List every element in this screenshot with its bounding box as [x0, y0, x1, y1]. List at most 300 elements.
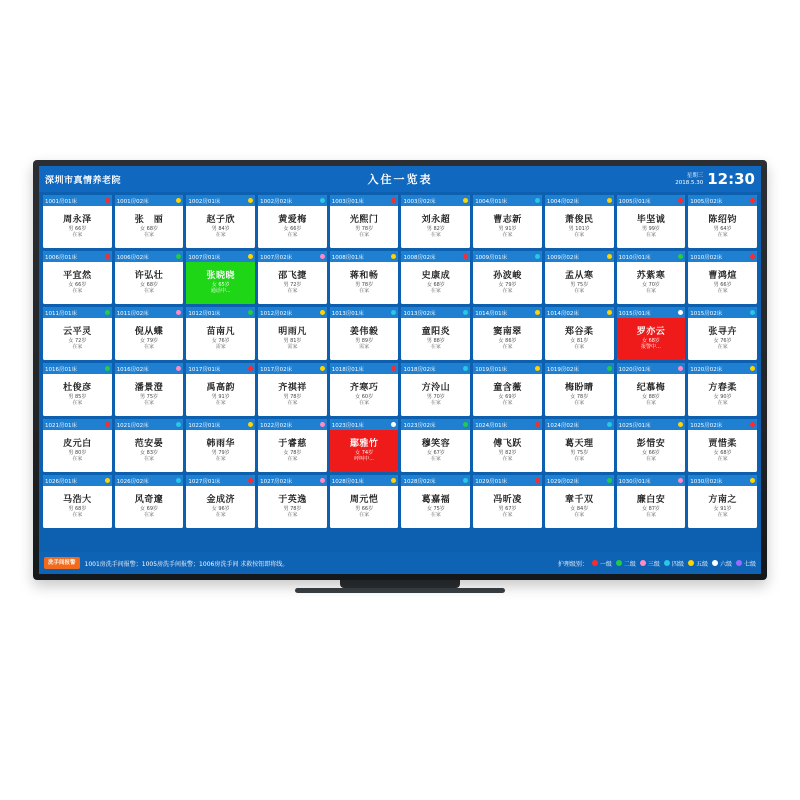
resident-name: 史康成 [421, 271, 451, 282]
resident-sex: 女 [498, 281, 504, 288]
resident-name: 赵子欣 [206, 215, 235, 226]
bed-card-header [545, 363, 614, 374]
bed-card[interactable] [330, 419, 399, 472]
bed-card-header [473, 195, 542, 206]
bed-card[interactable] [258, 195, 327, 248]
bed-room-label: 1007房01床 [188, 254, 221, 261]
resident-name: 齐祺祥 [278, 383, 307, 394]
bed-room-label: 1006房02床 [116, 254, 149, 261]
resident-age: 99岁 [648, 225, 660, 232]
resident-sex-age [68, 451, 86, 456]
bed-card[interactable] [186, 195, 255, 248]
bed-card[interactable] [330, 251, 399, 304]
resident-sex-age [427, 507, 445, 512]
resident-sex: 女 [641, 337, 647, 344]
resident-name: 平宜然 [63, 271, 92, 282]
resident-sex: 女 [140, 225, 146, 232]
bed-card-body [115, 206, 184, 248]
care-level-dot [750, 198, 755, 203]
resident-status: 在家 [72, 511, 83, 518]
bed-card[interactable] [330, 363, 399, 416]
bed-room-label: 1026房01床 [45, 478, 77, 485]
bed-card-body [473, 486, 542, 528]
bed-card-header [43, 307, 112, 318]
resident-name: 黄爱梅 [278, 215, 307, 226]
care-level-dot [750, 478, 755, 483]
bed-card-body [115, 374, 184, 416]
resident-sex-age [499, 227, 517, 232]
resident-status: 需家 [215, 343, 226, 350]
resident-name: 方泠山 [421, 383, 451, 394]
bed-card[interactable] [258, 363, 327, 416]
bed-card-header [186, 475, 255, 486]
resident-age: 75岁 [146, 393, 159, 400]
resident-status: 在家 [645, 399, 656, 406]
legend-item-label: 二级 [623, 560, 636, 568]
resident-sex: 男 [283, 281, 289, 288]
resident-age: 75岁 [576, 281, 589, 288]
bed-card-header [688, 195, 757, 206]
resident-age: 91岁 [505, 225, 517, 232]
bed-card[interactable] [688, 475, 757, 528]
resident-sex: 男 [211, 225, 217, 232]
resident-age: 85岁 [74, 393, 87, 400]
resident-status: 在家 [72, 455, 83, 462]
bed-card[interactable] [330, 307, 399, 360]
resident-sex-age [642, 227, 660, 232]
bed-card-body [545, 262, 614, 304]
bed-card[interactable] [545, 475, 614, 528]
resident-age: 66岁 [720, 281, 732, 288]
resident-age: 72岁 [290, 281, 302, 288]
bed-card[interactable] [43, 307, 112, 360]
resident-sex: 女 [426, 505, 432, 512]
resident-name: 邵飞捷 [278, 271, 307, 282]
resident-status: 在家 [144, 287, 155, 294]
bed-room-label: 1022房01床 [188, 422, 221, 429]
bed-card[interactable] [473, 195, 542, 248]
bed-card[interactable] [617, 195, 686, 248]
resident-status: 在家 [144, 231, 155, 238]
bed-room-label: 1017房02床 [260, 366, 293, 373]
resident-sex: 女 [498, 337, 504, 344]
bed-card[interactable] [401, 363, 470, 416]
bed-room-label: 1030房01床 [618, 478, 651, 485]
bed-card[interactable] [401, 195, 470, 248]
bed-room-label: 1019房02床 [546, 366, 579, 373]
resident-status: 在家 [574, 343, 585, 350]
resident-sex: 女 [68, 281, 74, 288]
bed-room-label: 1009房02床 [546, 254, 579, 261]
resident-status: 通话中... [210, 287, 231, 294]
resident-age: 91岁 [720, 505, 732, 512]
resident-name: 皮元白 [63, 439, 92, 450]
resident-sex-age [714, 283, 732, 288]
bed-room-label: 1002房01床 [188, 198, 221, 205]
resident-sex-age [642, 507, 660, 512]
bed-card[interactable] [545, 363, 614, 416]
resident-age: 75岁 [433, 505, 445, 512]
resident-sex: 男 [355, 505, 361, 512]
bed-card-header [617, 307, 686, 318]
resident-status: 在家 [215, 511, 226, 518]
resident-age: 67岁 [505, 505, 517, 512]
resident-name: 齐寒巧 [349, 383, 379, 394]
care-level-dot [463, 422, 468, 427]
care-level-dot [105, 366, 110, 371]
resident-age: 69岁 [505, 393, 517, 400]
resident-status: 在家 [287, 399, 298, 406]
bed-room-label: 1014房02床 [546, 310, 579, 317]
bed-card[interactable] [473, 475, 542, 528]
bed-card-header [115, 251, 184, 262]
resident-sex: 男 [570, 281, 576, 288]
care-level-dot [320, 254, 325, 259]
resident-name: 潘景澄 [134, 383, 164, 394]
resident-age: 82岁 [505, 449, 517, 456]
bed-card[interactable] [401, 475, 470, 528]
bed-card-body [617, 318, 686, 360]
resident-name: 张晓晓 [206, 271, 235, 282]
care-level-dot [391, 310, 396, 315]
bed-card-header [330, 363, 399, 374]
resident-sex-age [140, 507, 158, 512]
resident-age: 88岁 [433, 337, 445, 344]
restroom-alarm-button[interactable]: 洗手间报警 [44, 557, 80, 569]
resident-name: 曹志新 [493, 215, 522, 226]
resident-name: 风奇邃 [134, 495, 164, 506]
legend-item-label: 一级 [599, 560, 612, 568]
resident-name: 明雨凡 [278, 327, 307, 338]
tv-stand-neck [340, 580, 460, 588]
bed-card[interactable] [617, 307, 686, 360]
resident-sex: 女 [211, 337, 217, 344]
bed-card-header [688, 251, 757, 262]
bed-room-label: 1024房02床 [546, 422, 579, 429]
bed-card[interactable] [617, 251, 686, 304]
bed-card[interactable] [258, 475, 327, 528]
bed-card[interactable] [617, 363, 686, 416]
bed-card[interactable] [186, 251, 255, 304]
bed-card[interactable] [186, 307, 255, 360]
bed-card[interactable] [401, 251, 470, 304]
bed-card-header [43, 195, 112, 206]
care-level-dot [463, 478, 468, 483]
care-level-dot [176, 478, 181, 483]
resident-sex-age [283, 507, 301, 512]
resident-sex: 男 [713, 225, 719, 232]
resident-name: 鄢雅竹 [349, 439, 379, 450]
care-level-dot [176, 366, 181, 371]
resident-age: 78岁 [290, 393, 302, 400]
bed-card[interactable] [401, 307, 470, 360]
bed-card-header [545, 307, 614, 318]
resident-name: 贾惜柔 [708, 439, 737, 450]
resident-age: 66岁 [361, 505, 374, 512]
bed-card[interactable] [617, 419, 686, 472]
resident-sex-age [499, 283, 517, 288]
bed-card[interactable] [401, 419, 470, 472]
resident-sex: 女 [140, 337, 146, 344]
resident-age: 66岁 [290, 225, 302, 232]
resident-age: 81岁 [576, 337, 589, 344]
bed-room-label: 1026房02床 [116, 478, 149, 485]
bed-card[interactable] [115, 363, 184, 416]
care-level-dot [105, 198, 110, 203]
care-level-dot [320, 366, 325, 371]
bed-room-label: 1011房01床 [45, 310, 77, 317]
care-level-dot [535, 254, 540, 259]
bed-room-label: 1025房02床 [690, 422, 723, 429]
resident-sex: 女 [570, 393, 576, 400]
bed-card-body [617, 486, 686, 528]
resident-name: 马浩大 [63, 495, 92, 506]
resident-sex-age [212, 283, 230, 288]
resident-sex-age [427, 227, 445, 232]
resident-sex-age [283, 227, 301, 232]
bed-card[interactable] [617, 475, 686, 528]
care-level-dot [607, 254, 612, 259]
bed-room-label: 1016房01床 [45, 366, 77, 373]
resident-name: 章千双 [564, 495, 594, 506]
bed-card-body [545, 430, 614, 472]
bed-card-header [115, 195, 184, 206]
resident-status: 在家 [144, 343, 155, 350]
bed-card[interactable] [688, 363, 757, 416]
bed-card[interactable] [473, 419, 542, 472]
resident-sex: 女 [355, 449, 361, 456]
resident-sex: 男 [68, 449, 74, 456]
bed-card[interactable] [186, 363, 255, 416]
resident-status: 在家 [144, 455, 155, 462]
resident-name: 苏紫寒 [636, 271, 666, 282]
resident-sex-age [499, 507, 517, 512]
care-level-dot [678, 366, 683, 371]
resident-status: 在家 [574, 231, 585, 238]
bed-card[interactable] [258, 307, 327, 360]
bed-card[interactable] [330, 475, 399, 528]
bed-card[interactable] [115, 475, 184, 528]
bed-card-body [330, 206, 399, 248]
care-level-dot [678, 310, 683, 315]
resident-sex-age [570, 395, 588, 400]
bed-card-body [186, 430, 255, 472]
bed-card[interactable] [473, 307, 542, 360]
care-level-dot [391, 198, 396, 203]
bed-room-label: 1021房01床 [45, 422, 77, 429]
bed-card[interactable] [115, 307, 184, 360]
bed-card-body [617, 206, 686, 248]
bed-card[interactable] [43, 419, 112, 472]
bed-card[interactable] [43, 195, 112, 248]
resident-status: 在家 [287, 287, 298, 294]
bed-card[interactable] [330, 195, 399, 248]
bed-card[interactable] [258, 419, 327, 472]
bed-card[interactable] [186, 419, 255, 472]
bed-card[interactable] [258, 251, 327, 304]
resident-sex: 男 [283, 337, 289, 344]
bed-card-header [617, 475, 686, 486]
bed-card[interactable] [688, 195, 757, 248]
bed-card-body [330, 262, 399, 304]
bed-card[interactable] [43, 363, 112, 416]
resident-status: 在家 [430, 231, 441, 238]
resident-sex: 女 [641, 393, 647, 400]
resident-name: 蒋和畅 [349, 271, 379, 282]
care-level-dot [678, 254, 683, 259]
resident-age: 78岁 [290, 505, 302, 512]
bed-card[interactable] [545, 251, 614, 304]
resident-sex-age [499, 339, 517, 344]
care-level-dot [535, 198, 540, 203]
bed-card[interactable] [115, 251, 184, 304]
resident-sex: 女 [211, 281, 217, 288]
resident-age: 76岁 [720, 337, 732, 344]
resident-age: 64岁 [720, 225, 732, 232]
resident-sex-age [68, 395, 86, 400]
resident-name: 曹鸿煊 [708, 271, 737, 282]
resident-name: 周永泽 [63, 215, 92, 226]
bed-room-label: 1028房02床 [403, 478, 436, 485]
resident-sex-age [68, 283, 86, 288]
resident-sex-age [283, 451, 301, 456]
bed-card-header [258, 419, 327, 430]
bed-card[interactable] [115, 195, 184, 248]
resident-status: 在家 [359, 231, 370, 238]
legend-item [664, 559, 684, 568]
bed-card[interactable] [688, 419, 757, 472]
bed-card[interactable] [186, 475, 255, 528]
bed-card-header [43, 363, 112, 374]
bed-card[interactable] [545, 307, 614, 360]
legend-item [616, 559, 636, 568]
bed-card-body [115, 318, 184, 360]
header-clock-group [675, 169, 755, 188]
care-level-dot [607, 422, 612, 427]
care-level-dot [248, 310, 253, 315]
resident-status: 在家 [72, 287, 83, 294]
bed-room-label: 1002房02床 [260, 198, 293, 205]
resident-sex: 女 [426, 281, 432, 288]
care-level-dot [535, 366, 540, 371]
legend-dot [736, 560, 742, 566]
resident-name: 窦南翠 [493, 327, 522, 338]
bed-card-body [43, 318, 112, 360]
bed-card[interactable] [43, 475, 112, 528]
resident-name: 云平灵 [63, 327, 92, 338]
resident-status: 在家 [430, 287, 441, 294]
resident-sex-age [570, 339, 588, 344]
bed-card-body [473, 262, 542, 304]
bed-card-header [545, 419, 614, 430]
resident-sex: 男 [211, 449, 217, 456]
bed-card[interactable] [473, 251, 542, 304]
bed-card-header [258, 475, 327, 486]
bed-room-label: 1030房02床 [690, 478, 723, 485]
resident-sex-age [570, 507, 588, 512]
resident-sex: 女 [713, 337, 719, 344]
bed-card-body [473, 318, 542, 360]
bed-card-body [688, 206, 757, 248]
resident-name: 张寻卉 [708, 327, 737, 338]
resident-sex: 女 [140, 505, 146, 512]
resident-age: 74岁 [361, 449, 374, 456]
bed-card-header [401, 419, 470, 430]
resident-sex: 男 [498, 225, 504, 232]
bed-card[interactable] [115, 419, 184, 472]
resident-sex-age [642, 395, 660, 400]
resident-sex-age [570, 283, 588, 288]
bed-room-label: 1005房02床 [690, 198, 723, 205]
resident-status: 在家 [717, 399, 728, 406]
resident-sex-age [714, 451, 732, 456]
care-level-dot [607, 198, 612, 203]
care-level-dot [607, 366, 612, 371]
bed-card[interactable] [545, 195, 614, 248]
bed-card-header [473, 419, 542, 430]
resident-status: 在家 [430, 399, 441, 406]
bed-room-label: 1015房02床 [690, 310, 723, 317]
resident-sex: 女 [641, 281, 647, 288]
resident-status: 在家 [717, 287, 728, 294]
resident-sex-age [499, 395, 517, 400]
bed-card-header [186, 307, 255, 318]
bed-card-body [545, 206, 614, 248]
resident-sex: 女 [426, 449, 432, 456]
resident-sex: 男 [641, 225, 647, 232]
bed-card-header [401, 363, 470, 374]
care-level-dot [607, 478, 612, 483]
bed-card-body [258, 430, 327, 472]
bed-room-label: 1008房02床 [403, 254, 436, 261]
resident-age: 70岁 [433, 393, 445, 400]
resident-status: 报警中... [641, 343, 661, 350]
bed-card-header [43, 419, 112, 430]
care-level-dot [535, 310, 540, 315]
bed-card[interactable] [545, 419, 614, 472]
bed-room-label: 1029房01床 [475, 478, 508, 485]
resident-sex-age [212, 507, 230, 512]
bed-room-label: 1016房02床 [116, 366, 149, 373]
bed-card-header [258, 195, 327, 206]
resident-status: 在家 [287, 231, 298, 238]
bed-card-body [258, 486, 327, 528]
resident-sex-age [642, 451, 660, 456]
resident-sex: 女 [498, 393, 504, 400]
resident-sex-age [355, 283, 373, 288]
resident-sex-age [569, 227, 590, 232]
resident-name: 孟从寒 [564, 271, 594, 282]
resident-name: 毕坚诚 [636, 215, 666, 226]
resident-sex-age [499, 451, 517, 456]
care-level-dot [463, 366, 468, 371]
bed-card[interactable] [473, 363, 542, 416]
resident-age: 96岁 [218, 505, 230, 512]
resident-name: 韩雨华 [206, 439, 235, 450]
resident-status: 需家 [359, 343, 370, 350]
resident-status: 在家 [72, 231, 83, 238]
bed-card[interactable] [43, 251, 112, 304]
resident-name: 方南之 [708, 495, 737, 506]
resident-status: 在家 [502, 399, 513, 406]
care-level-dot [176, 254, 181, 259]
resident-name: 纪慕梅 [636, 383, 666, 394]
bed-card[interactable] [688, 251, 757, 304]
resident-sex: 男 [498, 449, 504, 456]
bed-card-body [401, 430, 470, 472]
bed-room-label: 1003房02床 [403, 198, 436, 205]
bed-card[interactable] [688, 307, 757, 360]
